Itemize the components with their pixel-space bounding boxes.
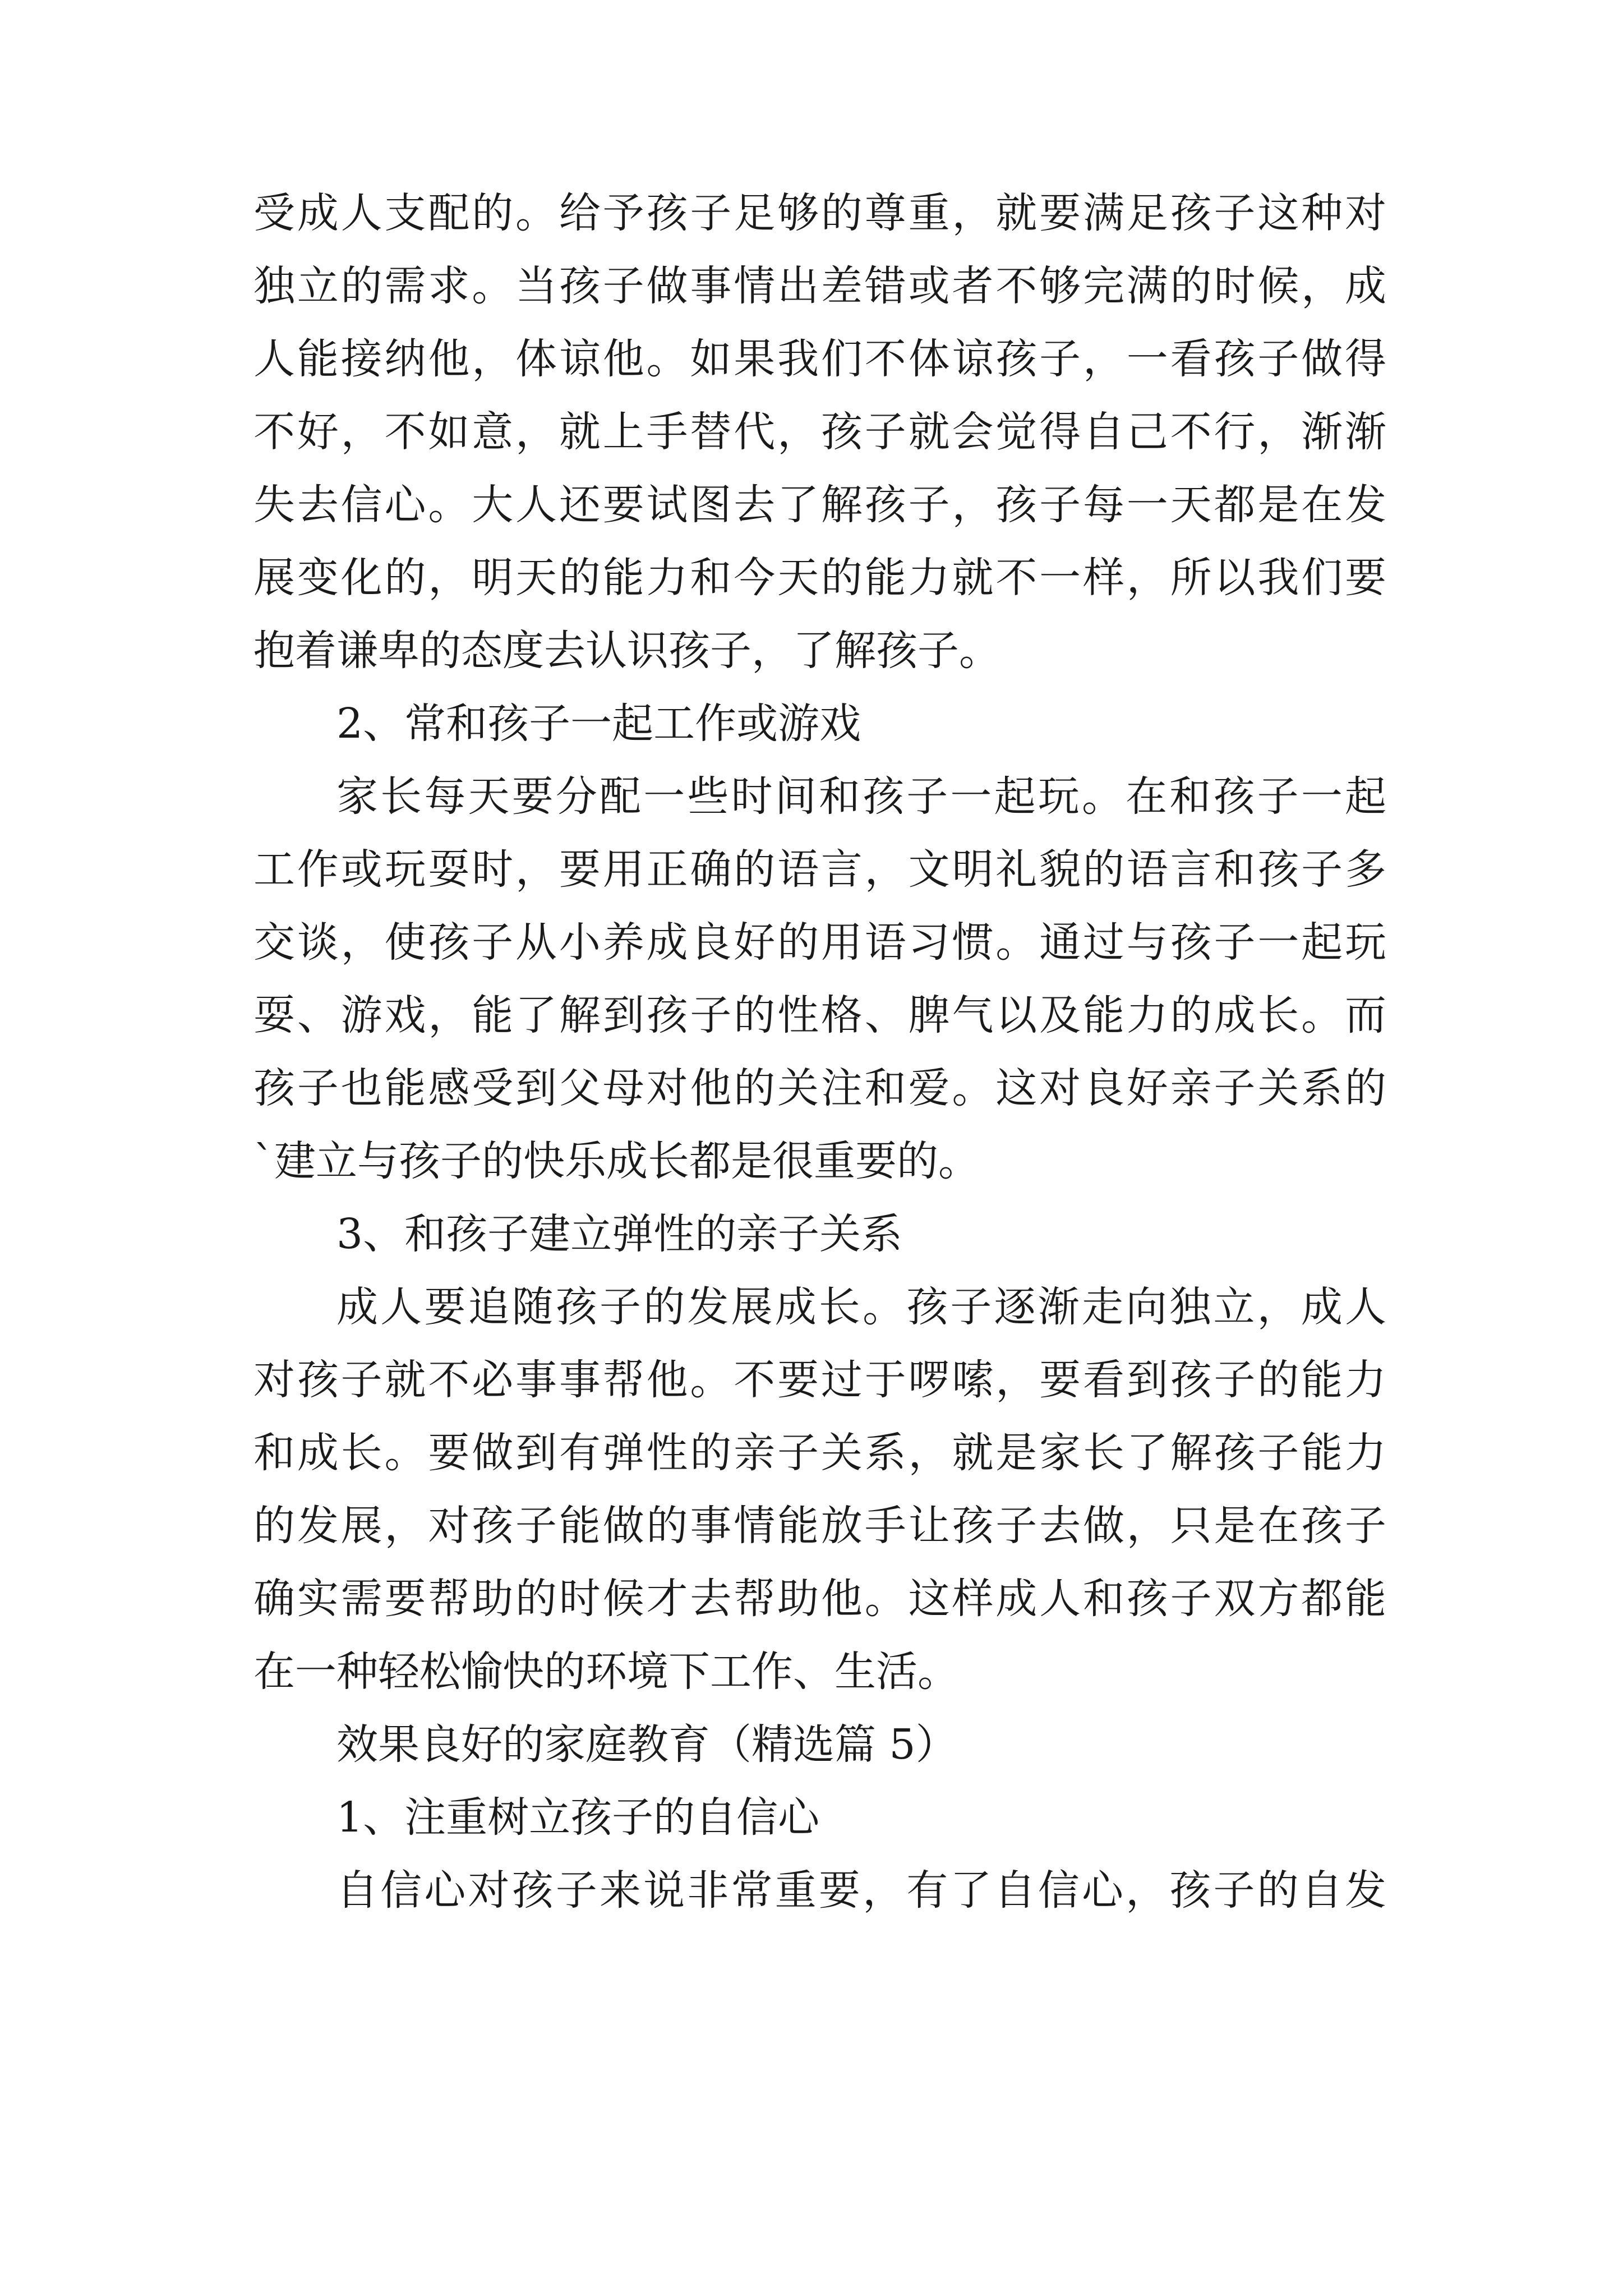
paragraph-line: 交谈，使孩子从小养成良好的用语习惯。通过与孩子一起玩 — [253, 918, 1386, 967]
section-heading: 1、注重树立孩子的自信心 — [336, 1793, 820, 1842]
paragraph-line: 展变化的，明天的能力和今天的能力就不一样，所以我们要 — [253, 554, 1386, 602]
section-heading: 2、常和孩子一起工作或游戏 — [336, 700, 861, 748]
paragraph-line: 受成人支配的。给予孩子足够的尊重，就要满足孩子这种对 — [253, 189, 1386, 237]
paragraph-line: `建立与孩子的快乐成长都是很重要的。 — [253, 1137, 980, 1185]
paragraph-line: 人能接纳他，体谅他。如果我们不体谅孩子，一看孩子做得 — [253, 335, 1386, 383]
paragraph-line: 失去信心。大人还要试图去了解孩子，孩子每一天都是在发 — [253, 481, 1386, 529]
paragraph-line: 和成长。要做到有弹性的亲子关系，就是家长了解孩子能力 — [253, 1429, 1386, 1477]
section-heading: 3、和孩子建立弹性的亲子关系 — [336, 1210, 903, 1258]
paragraph-line: 确实需要帮助的时候才去帮助他。这样成人和孩子双方都能 — [253, 1575, 1386, 1623]
paragraph-line: 工作或玩耍时，要用正确的语言，文明礼貌的语言和孩子多 — [253, 845, 1386, 894]
paragraph-line: 孩子也能感受到父母对他的关注和爱。这对良好亲子关系的 — [253, 1064, 1386, 1112]
paragraph-line: 成人要追随孩子的发展成长。孩子逐渐走向独立，成人 — [336, 1283, 1386, 1331]
paragraph-line: 对孩子就不必事事帮他。不要过于啰嗦，要看到孩子的能力 — [253, 1356, 1386, 1404]
paragraph-line: 耍、游戏，能了解到孩子的性格、脾气以及能力的成长。而 — [253, 991, 1386, 1039]
paragraph-line: 抱着谦卑的态度去认识孩子，了解孩子。 — [253, 627, 1000, 675]
chapter-title: 效果良好的家庭教育（精选篇 5） — [336, 1720, 957, 1769]
paragraph-line: 独立的需求。当孩子做事情出差错或者不够完满的时候，成 — [253, 262, 1386, 310]
paragraph-line: 的发展，对孩子能做的事情能放手让孩子去做，只是在孩子 — [253, 1502, 1386, 1550]
paragraph-line: 不好，不如意，就上手替代，孩子就会觉得自己不行，渐渐 — [253, 408, 1386, 456]
paragraph-line: 在一种轻松愉快的环境下工作、生活。 — [253, 1648, 959, 1696]
paragraph-line: 自信心对孩子来说非常重要，有了自信心，孩子的自发 — [336, 1866, 1386, 1915]
paragraph-line: 家长每天要分配一些时间和孩子一起玩。在和孩子一起 — [336, 772, 1386, 821]
body-text — [253, 177, 1386, 1927]
